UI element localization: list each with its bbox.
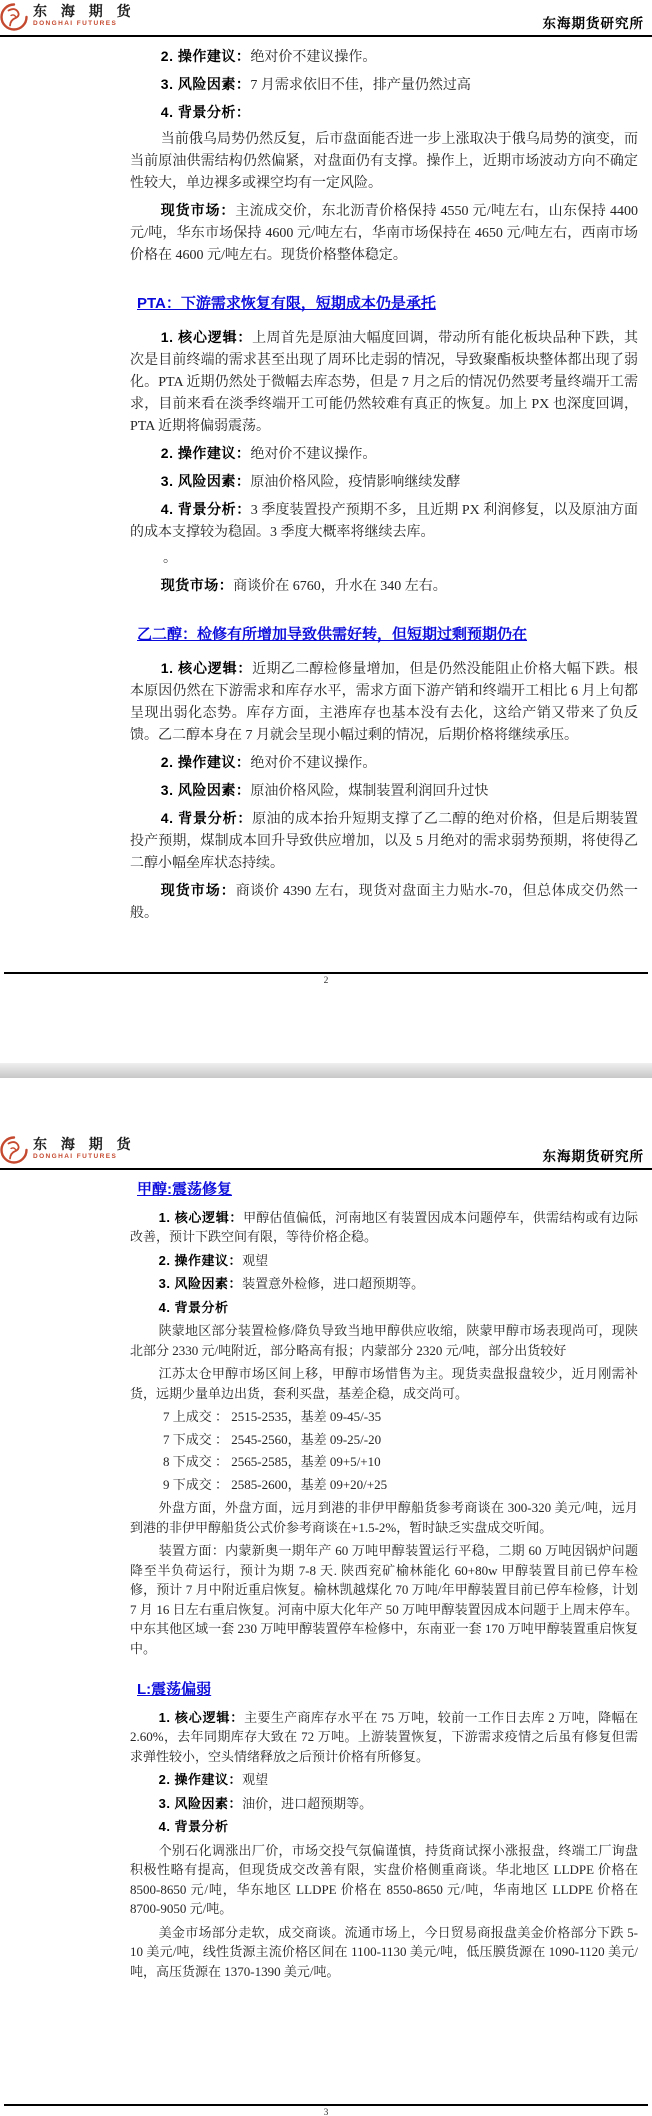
- page1-content: [0, 37, 652, 925]
- numbered-item: [130, 1251, 638, 1271]
- paragraph-text: 美金市场部分走软，成交商谈。流通市场上，今日贸易商报盘美金价格部分下跌 5-10 美元/吨，线性货源主流价格区间在 1100-1130 美元/吨，低压膜货源在 1090-1120 美元/吨，高压货源在 1370-1390 美元/吨。: [130, 1924, 638, 1979]
- institute-name: 东海期货研究所: [542, 16, 644, 31]
- brand-text: [33, 1135, 136, 1161]
- item-label: 2. 操作建议：: [160, 48, 251, 64]
- item-label: 2. 操作建议：: [158, 1252, 243, 1268]
- numbered-item: [130, 1770, 638, 1790]
- spot-market-label: 现货市场：: [160, 202, 236, 218]
- item-label: 1. 核心逻辑：: [160, 329, 253, 345]
- body-paragraph: [130, 1498, 638, 1537]
- brand-name-en: DONGHAI FUTURES: [33, 1153, 118, 1160]
- page-footer: [4, 972, 648, 987]
- item-text: 装置意外检修，进口超预期等。: [242, 1276, 425, 1291]
- spot-market-paragraph: [130, 199, 638, 267]
- item-label: 3. 风险因素：: [160, 473, 251, 489]
- footer-rule: [4, 972, 648, 974]
- paragraph-text: 当前俄乌局势仍然反复，后市盘面能否进一步上涨取决于俄乌局势的演变，而当前原油供需结构仍然偏紧，对盘面仍有支撑。操作上，近期市场波动方向不确定性较大，单边裸多或裸空均有一定风险。: [130, 132, 638, 191]
- paragraph-text: 商谈价在 6760，升水在 340 左右。: [233, 579, 447, 594]
- item-text: 绝对价不建议操作。: [250, 756, 377, 771]
- numbered-item: [130, 498, 638, 544]
- brand-name-cn: 东 海 期 货: [33, 3, 136, 19]
- page-number: 2: [323, 975, 329, 986]
- numbered-item: [130, 1817, 638, 1837]
- item-label: 3. 风险因素：: [158, 1795, 243, 1811]
- logo-swirl-icon: [0, 2, 29, 32]
- item-label: 4. 背景分析：: [160, 810, 253, 826]
- heading-text: 乙二醇：检修有所增加导致供需好转，但短期过剩预期仍在: [137, 626, 528, 643]
- page-header: [0, 0, 652, 37]
- section-heading-l: [137, 1680, 638, 1700]
- spot-market-label: 现货市场：: [160, 882, 236, 898]
- numbered-item: [130, 442, 638, 466]
- item-label: 2. 操作建议：: [160, 445, 251, 461]
- item-text: 观望: [242, 1252, 269, 1268]
- numbered-item: [130, 751, 638, 775]
- item-label: 4. 背景分析：: [160, 501, 251, 517]
- item-label: 3. 风险因素：: [158, 1276, 243, 1291]
- section-heading-methanol: [137, 1180, 638, 1200]
- item-text: 观望: [242, 1772, 269, 1787]
- body-paragraph: [130, 1321, 638, 1360]
- brand-name-en: DONGHAI FUTURES: [33, 20, 118, 27]
- report-page-2: [0, 1078, 652, 2116]
- numbered-item: [130, 779, 638, 803]
- paragraph-text: 商谈价 4390 左右，现货对盘面主力贴水-70，但总体成交仍然一般。: [130, 884, 639, 921]
- numbered-item: [130, 1274, 638, 1294]
- numbered-item: [130, 470, 638, 494]
- item-text: 原油价格风险，疫情影响继续发酵: [250, 475, 461, 490]
- numbered-item: [130, 807, 638, 875]
- item-text: 油价，进口超预期等。: [242, 1795, 373, 1811]
- item-label: 2. 操作建议：: [158, 1772, 243, 1787]
- page2-content: [0, 1170, 652, 1981]
- body-paragraph: [130, 1364, 638, 1403]
- page-header: [0, 1133, 652, 1170]
- numbered-item: [130, 1208, 638, 1247]
- numbered-item: [130, 657, 638, 747]
- trade-quote-line: 9 下成交 ： 2585-2600，基差 09+20/+25: [163, 1476, 388, 1492]
- numbered-item: [130, 45, 638, 69]
- spot-market-label: 现货市场：: [160, 577, 234, 593]
- item-label: 1. 核心逻辑：: [158, 1709, 245, 1725]
- stray-punctuation: 。: [163, 551, 177, 566]
- item-text: 原油价格风险，煤制装置利润回升过快: [250, 784, 489, 799]
- numbered-item: [130, 1708, 638, 1767]
- section-heading-pta: [137, 293, 638, 316]
- spot-market-paragraph: [130, 574, 638, 598]
- item-text: 上周首先是原油大幅度回调，带动所有能化板块品种下跌，其次是目前终端的需求甚至出现了周环比走弱的情况，导致聚酯板块整体都出现了弱化。PTA 近期仍然处于微幅去库态势，但是 7 月之后的情况仍然要考量终端开工需求，目前来看在淡季终端开工可能仍然较难有真正的恢复。加上 PX 也深度回调，PTA 近期将偏弱震荡。: [130, 331, 638, 434]
- numbered-item: [130, 1298, 638, 1318]
- trade-quote-line: 7 下成交 ： 2545-2560，基差 09-25/-20: [163, 1431, 382, 1447]
- numbered-item: [130, 73, 638, 97]
- body-paragraph: [130, 129, 638, 195]
- heading-text: L:震荡偏弱: [137, 1681, 212, 1698]
- item-text: 近期乙二醇检修量增加，但是仍然没能阻止价格大幅下跌。根本原因仍然在下游需求和库存水平，需求方面下游产销和终端开工相比 6 月上旬都呈现出弱化态势。库存方面，主港库存也基本没有去化，这给产销又带来了负反馈。乙二醇本身在 7 月就会呈现小幅过剩的情况，后期价格将继续承压。: [130, 662, 638, 743]
- paragraph-text: 个别石化调涨出厂价，市场交投气氛偏谨慎，持货商试探小涨报盘，终端工厂询盘积极性略有提高，但现货成交改善有限，实盘价格侧重商谈。华北地区 LLDPE 价格在 8500-8650 元/吨，华东地区 LLDPE 价格在 8550-8650 元/吨，华南地区 LLDPE 价格在 8700-9050 元/吨。: [130, 1842, 638, 1916]
- logo-swirl-icon: [0, 1135, 29, 1165]
- numbered-item: [130, 101, 638, 125]
- brand-logo: [2, 2, 136, 32]
- body-paragraph: [130, 1841, 638, 1919]
- header-rule: [0, 35, 652, 38]
- item-text: 甲醇估值偏低，河南地区有装置因成本问题停车，供需结构或有边际改善，预计下跌空间有限，等待价格企稳。: [130, 1209, 638, 1244]
- numbered-item: [130, 326, 638, 438]
- item-label: 3. 风险因素：: [160, 782, 251, 798]
- trade-quote-line: 7 上成交 ： 2515-2535，基差 09-45/-35: [163, 1409, 382, 1424]
- item-label: 1. 核心逻辑：: [160, 660, 253, 676]
- institute-name: 东海期货研究所: [542, 1149, 644, 1164]
- item-text: 原油的成本抬升短期支撑了乙二醇的绝对价格，但是后期装置投产预期，煤制成本回升导致供应增加，以及 5 月绝对的需求弱势预期，将使得乙二醇小幅垒库状态持续。: [130, 812, 638, 871]
- item-label: 1. 核心逻辑：: [158, 1209, 244, 1225]
- spot-market-paragraph: [130, 879, 638, 925]
- trade-quote-line: 8 下成交 ： 2565-2585，基差 09+5/+10: [163, 1454, 381, 1469]
- item-label: 3. 风险因素：: [160, 76, 251, 92]
- paragraph-text: 主流成交价，东北沥青价格保持 4550 元/吨左右，山东保持 4400 元/吨，华东市场保持 4600 元/吨左右，华南市场保持在 4650 元/吨左右，西南市场价格在 4600 元/吨左右。现货价格整体稳定。: [130, 204, 639, 263]
- paragraph-text: 装置方面：内蒙新奥一期年产 60 万吨甲醇装置运行平稳，二期 60 万吨因锅炉问题降至半负荷运行，预计为期 7-8 天. 陕西兖矿榆林能化 60+80w 甲醇装置目前已停车检修，预计 7 月中附近重启恢复。榆林凯越煤化 70 万吨/年甲醇装置目前已停车检修，计划 7 月 16 日左右重启恢复。河南中原大化年产 50 万吨甲醇装置因成本问题于上周末停车。中东其他区域一套 230 万吨甲醇装置停车检修中，东南亚一套 170 万吨甲醇装置重启恢复中。: [130, 1543, 638, 1656]
- brand-name-cn: 东 海 期 货: [33, 1136, 136, 1152]
- brand-text: [33, 2, 136, 28]
- item-text: 3 季度装置投产预期不多，且近期 PX 利润修复，以及原油方面的成本支撑较为稳固。3 季度大概率将继续去库。: [130, 503, 638, 540]
- item-label: 4. 背景分析: [158, 1299, 229, 1315]
- heading-text: PTA：下游需求恢复有限，短期成本仍是承托: [137, 295, 436, 312]
- paragraph-text: 外盘方面，外盘方面，远月到港的非伊甲醇船货参考商谈在 300-320 美元/吨，远月到港的非伊甲醇船货公式价参考商谈在+1.5-2%，暂时缺乏实盘成交听闻。: [130, 1500, 638, 1535]
- item-text: 7 月需求依旧不佳，排产量仍然过高: [250, 78, 471, 93]
- paragraph-text: 江苏太仓甲醇市场区间上移，甲醇市场惜售为主。现货卖盘报盘较少，近月刚需补货，远期少量单边出货，套利买盘，基差企稳，成交尚可。: [130, 1366, 638, 1401]
- paragraph-text: 陕蒙地区部分装置检修/降负导致当地甲醇供应收缩，陕蒙甲醇市场表现尚可，现陕北部分 2330 元/吨附近，部分略高有报；内蒙部分 2320 元/吨，部分出货较好: [130, 1323, 638, 1358]
- footer-rule: [4, 2104, 648, 2106]
- item-label: 4. 背景分析: [158, 1819, 229, 1834]
- page-number: 3: [323, 2107, 329, 2116]
- page-footer: [4, 2104, 648, 2116]
- item-text: 绝对价不建议操作。: [250, 50, 377, 65]
- numbered-item: [130, 1794, 638, 1814]
- item-text: 主要生产商库存水平在 75 万吨，较前一工作日去库 2 万吨，降幅在 2.60%，去年同期库存大致在 72 万吨。上游装置恢复，下游需求疫情之后虽有修复但需求弹性较小，空头情绪释放之后预计价格有所修复。: [130, 1709, 638, 1764]
- body-paragraph: [130, 1541, 638, 1658]
- item-label: 4. 背景分析：: [160, 104, 251, 120]
- item-text: 绝对价不建议操作。: [250, 447, 377, 462]
- item-label: 2. 操作建议：: [160, 754, 251, 770]
- page-separator: [0, 1063, 652, 1078]
- section-heading-meg: [137, 624, 638, 647]
- brand-logo: [2, 1135, 136, 1165]
- body-paragraph: [130, 1923, 638, 1982]
- heading-text: 甲醇:震荡修复: [137, 1181, 232, 1198]
- header-rule: [0, 1168, 652, 1171]
